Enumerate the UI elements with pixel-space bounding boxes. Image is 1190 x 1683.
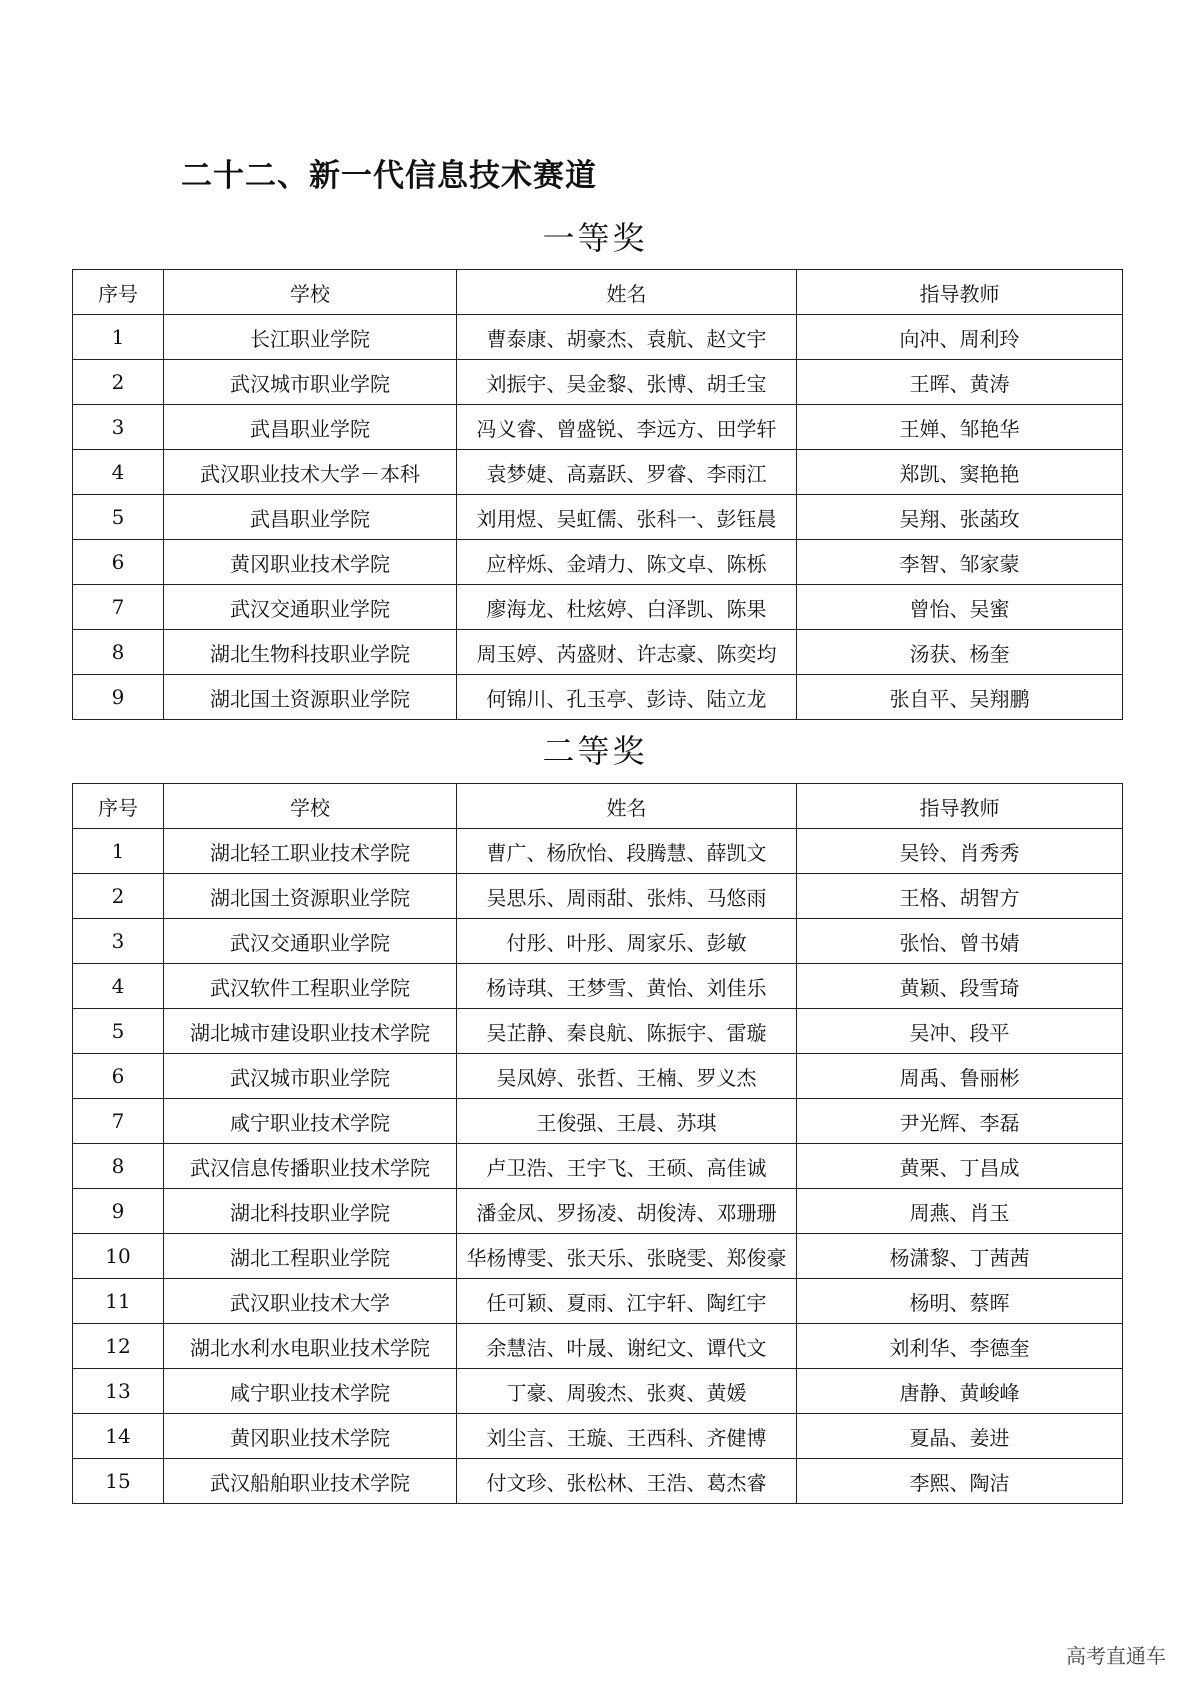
table-row	[73, 450, 1123, 495]
table-row	[73, 630, 1123, 675]
cell-index: 5	[73, 1009, 164, 1054]
cell-school: 湖北城市建设职业技术学院	[164, 1009, 457, 1054]
cell-names: 廖海龙、杜炫婷、白泽凯、陈果	[457, 585, 797, 630]
cell-school: 武昌职业学院	[164, 495, 457, 540]
header-advisor: 指导教师	[797, 270, 1123, 315]
cell-names: 吴芷静、秦良航、陈振宇、雷璇	[457, 1009, 797, 1054]
table-row	[73, 540, 1123, 585]
cell-index: 8	[73, 630, 164, 675]
cell-advisor: 王婵、邹艳华	[797, 405, 1123, 450]
section-title: 二十二、新一代信息技术赛道	[181, 158, 597, 194]
cell-names: 吴凤婷、张哲、王楠、罗义杰	[457, 1054, 797, 1099]
table-row	[73, 1324, 1123, 1369]
cell-index: 7	[73, 585, 164, 630]
cell-advisor: 杨明、蔡晖	[797, 1279, 1123, 1324]
table-row	[73, 405, 1123, 450]
cell-advisor: 黄栗、丁昌成	[797, 1144, 1123, 1189]
cell-school: 武汉职业技术大学－本科	[164, 450, 457, 495]
cell-school: 湖北生物科技职业学院	[164, 630, 457, 675]
table-row	[73, 1234, 1123, 1279]
cell-advisor: 周燕、肖玉	[797, 1189, 1123, 1234]
cell-advisor: 王格、胡智方	[797, 874, 1123, 919]
cell-index: 1	[73, 829, 164, 874]
table-row	[73, 585, 1123, 630]
table-row	[73, 964, 1123, 1009]
cell-names: 刘用煜、吴虹儒、张科一、彭钰晨	[457, 495, 797, 540]
cell-advisor: 郑凯、窦艳艳	[797, 450, 1123, 495]
first-prize-table	[72, 269, 1123, 720]
cell-advisor: 王晖、黄涛	[797, 360, 1123, 405]
table-row	[73, 1414, 1123, 1459]
table-row	[73, 1054, 1123, 1099]
cell-index: 9	[73, 1189, 164, 1234]
second-prize-title: 二等奖	[542, 732, 648, 770]
header-index: 序号	[73, 784, 164, 829]
cell-index: 1	[73, 315, 164, 360]
header-names: 姓名	[457, 270, 797, 315]
cell-school: 湖北工程职业学院	[164, 1234, 457, 1279]
cell-names: 华杨博雯、张天乐、张晓雯、郑俊豪	[457, 1234, 797, 1279]
table-row	[73, 1459, 1123, 1504]
table-row	[73, 1099, 1123, 1144]
cell-names: 刘振宇、吴金黎、张博、胡壬宝	[457, 360, 797, 405]
cell-names: 潘金凤、罗扬凌、胡俊涛、邓珊珊	[457, 1189, 797, 1234]
cell-names: 吴思乐、周雨甜、张炜、马悠雨	[457, 874, 797, 919]
cell-school: 武汉城市职业学院	[164, 1054, 457, 1099]
second-prize-rows	[73, 829, 1123, 1504]
table-row	[73, 1279, 1123, 1324]
table-row	[73, 874, 1123, 919]
second-prize-table	[72, 783, 1123, 1504]
cell-names: 袁梦婕、高嘉跃、罗睿、李雨江	[457, 450, 797, 495]
cell-index: 3	[73, 919, 164, 964]
cell-school: 湖北科技职业学院	[164, 1189, 457, 1234]
first-prize-title: 一等奖	[542, 219, 648, 257]
cell-advisor: 李熙、陶洁	[797, 1459, 1123, 1504]
cell-index: 6	[73, 540, 164, 585]
header-index: 序号	[73, 270, 164, 315]
cell-advisor: 周禹、鲁丽彬	[797, 1054, 1123, 1099]
cell-index: 4	[73, 450, 164, 495]
cell-names: 余慧洁、叶晟、谢纪文、谭代文	[457, 1324, 797, 1369]
header-advisor: 指导教师	[797, 784, 1123, 829]
cell-index: 6	[73, 1054, 164, 1099]
table-row	[73, 1369, 1123, 1414]
cell-school: 武汉城市职业学院	[164, 360, 457, 405]
cell-names: 丁豪、周骏杰、张爽、黄媛	[457, 1369, 797, 1414]
table-row	[73, 675, 1123, 720]
cell-school: 武汉交通职业学院	[164, 585, 457, 630]
watermark-text: 高考直通车	[1066, 1644, 1166, 1668]
table-row	[73, 1009, 1123, 1054]
cell-names: 刘尘言、王璇、王西科、齐健博	[457, 1414, 797, 1459]
cell-school: 武昌职业学院	[164, 405, 457, 450]
cell-index: 5	[73, 495, 164, 540]
cell-names: 冯义睿、曾盛锐、李远方、田学轩	[457, 405, 797, 450]
cell-advisor: 李智、邹家蒙	[797, 540, 1123, 585]
table-row	[73, 1144, 1123, 1189]
cell-advisor: 张怡、曾书婧	[797, 919, 1123, 964]
cell-index: 4	[73, 964, 164, 1009]
cell-advisor: 夏晶、姜进	[797, 1414, 1123, 1459]
cell-index: 10	[73, 1234, 164, 1279]
cell-names: 付文珍、张松林、王浩、葛杰睿	[457, 1459, 797, 1504]
table-header-row	[73, 784, 1123, 829]
cell-advisor: 唐静、黄峻峰	[797, 1369, 1123, 1414]
cell-advisor: 汤获、杨奎	[797, 630, 1123, 675]
cell-index: 14	[73, 1414, 164, 1459]
cell-index: 2	[73, 874, 164, 919]
cell-names: 曹泰康、胡豪杰、袁航、赵文宇	[457, 315, 797, 360]
first-prize-rows	[73, 315, 1123, 720]
cell-index: 13	[73, 1369, 164, 1414]
cell-school: 武汉职业技术大学	[164, 1279, 457, 1324]
cell-school: 武汉软件工程职业学院	[164, 964, 457, 1009]
cell-advisor: 黄颖、段雪琦	[797, 964, 1123, 1009]
cell-school: 湖北轻工职业技术学院	[164, 829, 457, 874]
cell-school: 湖北国土资源职业学院	[164, 675, 457, 720]
cell-school: 咸宁职业技术学院	[164, 1369, 457, 1414]
cell-names: 卢卫浩、王宇飞、王硕、高佳诚	[457, 1144, 797, 1189]
header-names: 姓名	[457, 784, 797, 829]
cell-school: 武汉交通职业学院	[164, 919, 457, 964]
cell-school: 黄冈职业技术学院	[164, 1414, 457, 1459]
cell-index: 3	[73, 405, 164, 450]
cell-index: 11	[73, 1279, 164, 1324]
cell-names: 任可颖、夏雨、江宇轩、陶红宇	[457, 1279, 797, 1324]
cell-names: 何锦川、孔玉亭、彭诗、陆立龙	[457, 675, 797, 720]
table-row	[73, 315, 1123, 360]
cell-school: 武汉信息传播职业技术学院	[164, 1144, 457, 1189]
table-row	[73, 1189, 1123, 1234]
cell-names: 曹广、杨欣怡、段腾慧、薛凯文	[457, 829, 797, 874]
cell-school: 黄冈职业技术学院	[164, 540, 457, 585]
cell-names: 杨诗琪、王梦雪、黄怡、刘佳乐	[457, 964, 797, 1009]
cell-school: 湖北国土资源职业学院	[164, 874, 457, 919]
cell-index: 8	[73, 1144, 164, 1189]
cell-names: 应梓烁、金靖力、陈文卓、陈栎	[457, 540, 797, 585]
cell-advisor: 吴冲、段平	[797, 1009, 1123, 1054]
cell-index: 7	[73, 1099, 164, 1144]
cell-index: 9	[73, 675, 164, 720]
cell-school: 咸宁职业技术学院	[164, 1099, 457, 1144]
cell-names: 周玉婷、芮盛财、许志豪、陈奕均	[457, 630, 797, 675]
cell-advisor: 杨潇黎、丁茜茜	[797, 1234, 1123, 1279]
cell-names: 王俊强、王晨、苏琪	[457, 1099, 797, 1144]
header-school: 学校	[164, 784, 457, 829]
table-row	[73, 495, 1123, 540]
cell-advisor: 吴翔、张菡玫	[797, 495, 1123, 540]
cell-advisor: 刘利华、李德奎	[797, 1324, 1123, 1369]
cell-advisor: 向冲、周利玲	[797, 315, 1123, 360]
table-row	[73, 829, 1123, 874]
cell-advisor: 吴铃、肖秀秀	[797, 829, 1123, 874]
cell-advisor: 尹光辉、李磊	[797, 1099, 1123, 1144]
cell-school: 湖北水利水电职业技术学院	[164, 1324, 457, 1369]
table-header-row	[73, 270, 1123, 315]
cell-names: 付彤、叶彤、周家乐、彭敏	[457, 919, 797, 964]
cell-advisor: 曾怡、吴蜜	[797, 585, 1123, 630]
table-row	[73, 360, 1123, 405]
table-row	[73, 919, 1123, 964]
cell-index: 12	[73, 1324, 164, 1369]
cell-school: 武汉船舶职业技术学院	[164, 1459, 457, 1504]
header-school: 学校	[164, 270, 457, 315]
cell-advisor: 张自平、吴翔鹏	[797, 675, 1123, 720]
cell-index: 15	[73, 1459, 164, 1504]
cell-index: 2	[73, 360, 164, 405]
cell-school: 长江职业学院	[164, 315, 457, 360]
